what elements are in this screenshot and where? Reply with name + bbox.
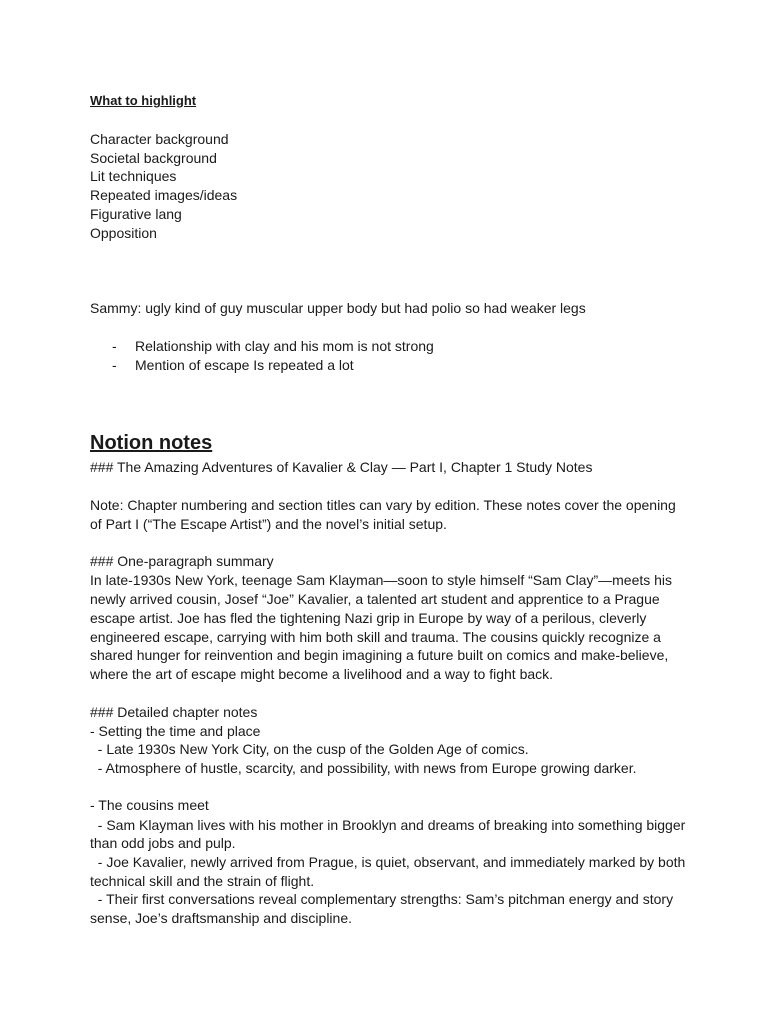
- notion-line: - Joe Kavalier, newly arrived from Prague, is quiet, observant, and immediately marked by both: [90, 854, 686, 870]
- notion-line: engineered escape, carrying with him both skill and trauma. The cousins quickly recognize a: [90, 629, 661, 645]
- notion-line: Note: Chapter numbering and section titles can vary by edition. These notes cover the opening: [90, 497, 676, 513]
- notion-line: newly arrived cousin, Josef “Joe” Kavalier, a talented art student and apprentice to a Prague: [90, 591, 660, 607]
- notion-line: of Part I (“The Escape Artist”) and the novel’s initial setup.: [90, 516, 447, 532]
- highlight-item: Societal background: [90, 150, 217, 166]
- notion-line: - Late 1930s New York City, on the cusp of the Golden Age of comics.: [90, 741, 529, 757]
- highlight-item: Opposition: [90, 225, 157, 241]
- notion-line: escape artist. Joe has fled the tightening Nazi grip in Europe by way of a perilous, cleverly: [90, 610, 647, 626]
- notion-line: - Setting the time and place: [90, 723, 261, 739]
- notion-line: ### The Amazing Adventures of Kavalier & Clay — Part I, Chapter 1 Study Notes: [90, 459, 593, 475]
- notion-line: ### Detailed chapter notes: [90, 704, 258, 720]
- highlight-heading: What to highlight: [90, 93, 197, 108]
- highlight-item: Repeated images/ideas: [90, 187, 238, 203]
- sammy-note: Sammy: ugly kind of guy muscular upper body but had polio so had weaker legs: [90, 300, 586, 316]
- notion-line: In late‑1930s New York, teenage Sam Klayman—soon to style himself “Sam Clay”—meets his: [90, 572, 673, 588]
- notion-line: where the art of escape might become a livelihood and a way to fight back.: [90, 666, 554, 682]
- bullet-dash: -: [112, 338, 117, 354]
- notion-line: - Atmosphere of hustle, scarcity, and possibility, with news from Europe growing darker.: [90, 760, 637, 776]
- bullet-text: Relationship with clay and his mom is not strong: [135, 338, 434, 354]
- notion-line: - Sam Klayman lives with his mother in Brooklyn and dreams of breaking into something bigger: [90, 817, 686, 833]
- notion-line: technical skill and the strain of flight.: [90, 873, 315, 889]
- highlight-item: Figurative lang: [90, 206, 182, 222]
- notion-line: - Their first conversations reveal complementary strengths: Sam’s pitchman energy and story: [90, 891, 674, 907]
- notion-line: - The cousins meet: [90, 797, 209, 813]
- bullet-text: Mention of escape Is repeated a lot: [135, 357, 354, 373]
- highlight-item: Lit techniques: [90, 168, 177, 184]
- notion-line: ### One-paragraph summary: [90, 553, 274, 569]
- notion-line: shared hunger for reinvention and begin imagining a future built on comics and make‑believe,: [90, 647, 669, 663]
- notion-line: than odd jobs and pulp.: [90, 835, 236, 851]
- notion-line: sense, Joe’s draftsmanship and discipline.: [90, 910, 353, 926]
- notion-heading: Notion notes: [90, 432, 213, 454]
- highlight-item: Character background: [90, 131, 229, 147]
- bullet-dash: -: [112, 357, 117, 373]
